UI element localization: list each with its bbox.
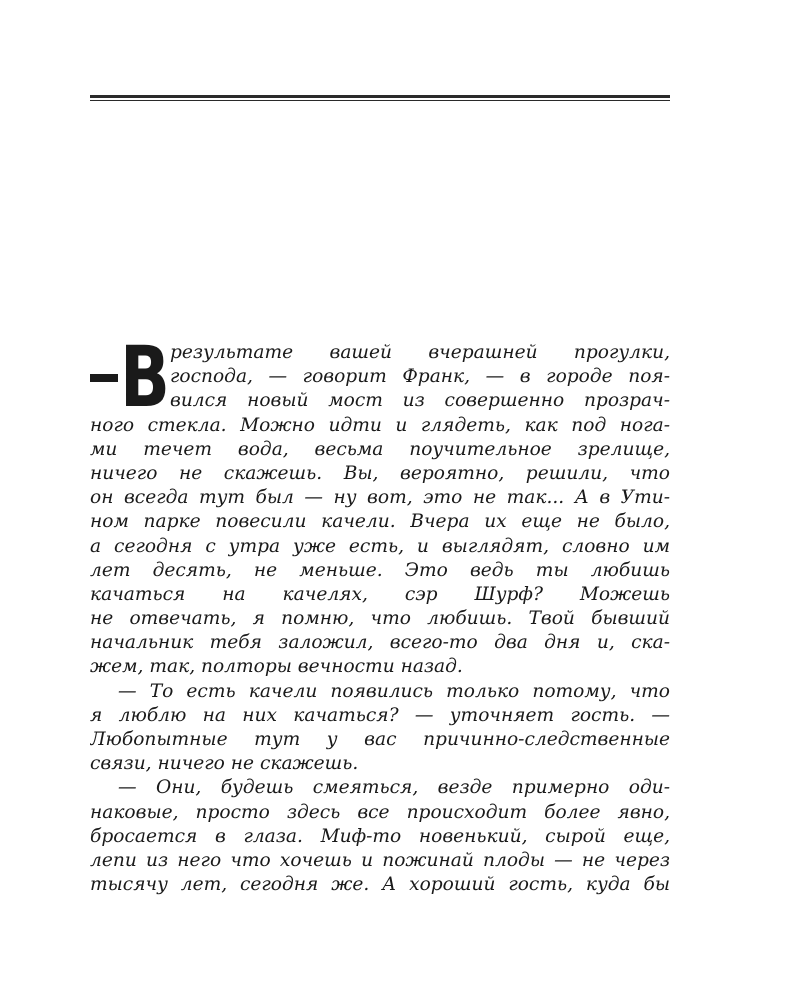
text-line: — То есть качели появились только потому, что [118, 680, 670, 702]
text-line: ного стекла. Можно идти и глядеть, как под нога- [90, 414, 670, 436]
text-line: результате вашей вчерашней прогулки, [170, 342, 670, 363]
drop-cap [90, 328, 170, 426]
text-line: качаться на качелях, сэр Шурф? Можешь [90, 583, 670, 605]
drop-cap-letter: В [120, 328, 170, 426]
header-rule-thin [90, 100, 670, 101]
text-line: начальник тебя заложил, всего-то два дня и, ска- [90, 632, 670, 654]
text-line: я люблю на них качаться? — уточняет гость. — [90, 704, 670, 726]
text-line: тысячу лет, сегодня же. А хороший гость, куда бы [90, 874, 670, 896]
text-line: лет десять, не меньше. Это ведь ты любишь [90, 559, 670, 581]
text-line: лепи из него что хочешь и пожинай плоды — не через [90, 849, 670, 871]
text-line: ном парке повесили качели. Вчера их еще не было, [90, 511, 670, 533]
text-line: бросается в глаза. Миф-то новенький, сырой еще, [90, 825, 670, 847]
chapter-text [90, 328, 670, 897]
drop-cap-dash [90, 374, 118, 382]
text-line: — Они, будешь смеяться, везде примерно оди- [118, 777, 670, 799]
text-line: господа, — говорит Франк, — в городе поя- [170, 366, 670, 388]
text-line: наковые, просто здесь все происходит более явно, [90, 801, 670, 823]
text-line: а сегодня с утра уже есть, и выглядят, словно им [90, 535, 670, 557]
text-line: ми течет вода, весьма поучительное зрелище, [90, 438, 670, 460]
text-line: вился новый мост из совершенно прозрач- [170, 390, 670, 412]
text-line: не отвечать, я помню, что любишь. Твой бывший [90, 608, 670, 630]
text-line: он всегда тут был — ну вот, это не так... А в Ути- [90, 487, 670, 509]
text-line: Любопытные тут у вас причинно-следственные [90, 729, 670, 750]
header-rule-thick [90, 95, 670, 98]
text-line: связи, ничего не скажешь. [90, 753, 359, 775]
text-line: жем, так, полторы вечности назад. [90, 656, 463, 678]
text-line: ничего не скажешь. Вы, вероятно, решили, что [90, 462, 670, 484]
